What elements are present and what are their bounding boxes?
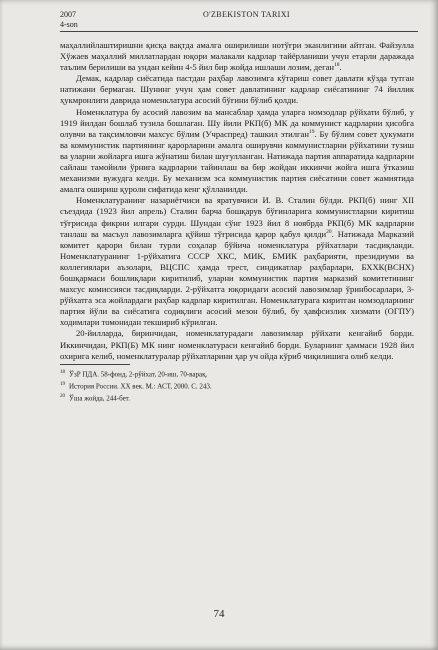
footnote-text: ЎзР ПДА. 58-фонд, 2-рўйхат, 20-иш, 70-варақ. [69, 370, 208, 379]
footnote-number: 18 [60, 369, 65, 375]
body-paragraph [60, 73, 414, 106]
footnote [60, 368, 414, 380]
paragraph-text: 20-йилларда, биринчидан, номенклатурадаги лавозимлар рўйхати кенгайиб борди. Иккинчидан, РКП(Б) МК нинг номенклатураси кенгайиб борди. Буларнинг ҳаммаси 1928 йил охирига келиб, номенклатуралар рўйхатларини ҳар уч ойда кўриб чиқилишига олиб келди. [60, 328, 414, 361]
header-issue: 4-son [60, 20, 78, 29]
footnote-text: История России. ХХ век. М.: АСТ, 2000. С. 243. [69, 381, 212, 390]
paragraph-text: Номенклатура бу асосий лавозим ва мансаблар ҳамда уларга номзодлар рўйхати бўлиб, у 1919 йилдан бошлаб тузила бошлаган. Шу йили РКП(б) МК да коммунист кадрларни ҳисобга олувчи ва тақсимловчи махсус бўлим (Учраспред) ташкил этилган [60, 106, 414, 139]
footnote-number: 20 [60, 393, 65, 399]
body-paragraph [60, 328, 414, 361]
body-paragraph [60, 40, 414, 73]
footnote [60, 392, 414, 404]
footnote-text: Ўша жойда, 244-бет. [69, 393, 130, 402]
running-header [60, 10, 410, 32]
paragraph-text: маҳаллийлаштиришни қисқа вақтда амалга оширилиши нотўғри эканлигини айтган. Файзулла Хўжаев маҳаллий миллатлардан юқори малакали кадрлар тайёрланиши учун етарли даражада таълим берилиши ва ундан кейин 4-5 йил бир жойда ишлаши лозим, деган [60, 40, 414, 73]
article-body [60, 40, 414, 403]
footnote-number: 19 [60, 381, 65, 387]
paragraph-text-continued: . [339, 62, 342, 73]
header-journal-title: O'ZBEKISTON TARIXI [202, 10, 290, 19]
body-paragraph [60, 107, 414, 196]
footnote [60, 380, 414, 392]
paragraph-text: Номенклатуранинг назариётчиси ва яратувчиси И. В. Сталин бўлди. РКП(б) нинг XII съездида (1923 йил апрель) Сталин барча бошқарув бўғинларига коммунистларни киритиш тўғрисида фикрни илгари сурди. Шундан сўнг 1923 йил 8 ноябрда РКП(б) МК кадрларни танлаш ва масъул лавозимларга қўйиш тўғрисида қарор қабул қилди [60, 195, 414, 239]
page-number: 74 [213, 608, 225, 620]
footnote-reference[interactable]: 18 [334, 62, 340, 69]
footnote-list [60, 368, 414, 404]
header-year: 2007 [60, 10, 76, 19]
body-paragraph [60, 195, 414, 328]
paragraph-list [60, 40, 414, 362]
paragraph-text-continued: . Натижада Марказий комитет қарори билан турли соҳалар бўйича номенклатура рўйхатлари тасдиқланди. Номенклатуранинг 1-рўйхатига СССР ХКС, МИК, БМИК раҳбарияти, президиуми ва коллегиялари аъзолари, ВЦСПС ҳамда трест, синдикатлар раҳбарлари, БХХК(ВСНХ) бошқармаси бошлиқлари киритилиб, уларни коммунистик партия марказий комитетининг махсус комиссияси тасдиқларди. 2-рўйхатга юқоридаги асосий лавозимлар ўринбосарлари, 3-рўйхатга эса жойлардаги раҳбар кадрлар киритилган. Номенклатурага киритган номзодларнинг партия йўли ва сиёсатига содиқлиги асосий мезон бўлиб, бу ҳавфсизлик хизмати (ОГПУ) ходимлари томонидан текшириб кўрилган. [60, 228, 414, 328]
footnote-reference[interactable]: 20 [326, 228, 332, 235]
paragraph-text-continued: . Бу бўлим совет ҳукумати ва коммунистик партиянинг қарорларини амалга оширувчи коммунистларни рўйхатини тузиш ва уларни жойларга ишга жўнатиш билан шуғулланган. Натижада партия аппаратида кадрларни сайлаш тамойили ўрнига кадрларни тайинлаш ва бир жойдан иккинчи жойга ишга ўтказиш механизми вужудга келди. Бу механизм эса коммунистик партия сиёсатини совет жамиятида амалга ошириш қуроли сифатида кенг қўлланилди. [60, 128, 414, 195]
header-rule [60, 31, 418, 32]
footnote-rule [60, 364, 130, 365]
paragraph-text: Демак, кадрлар сиёсатида пастдан раҳбар лавозимга кўтариш совет давлати кўзда тутган натижани бермаган. Шунинг учун ҳам совет давлатининг кадрлар сиёсатининг 74 йиллик ҳукмронлиги даврида номенклатура асосий бўғини бўлиб қолди. [60, 73, 414, 106]
footnote-reference[interactable]: 19 [308, 128, 315, 135]
